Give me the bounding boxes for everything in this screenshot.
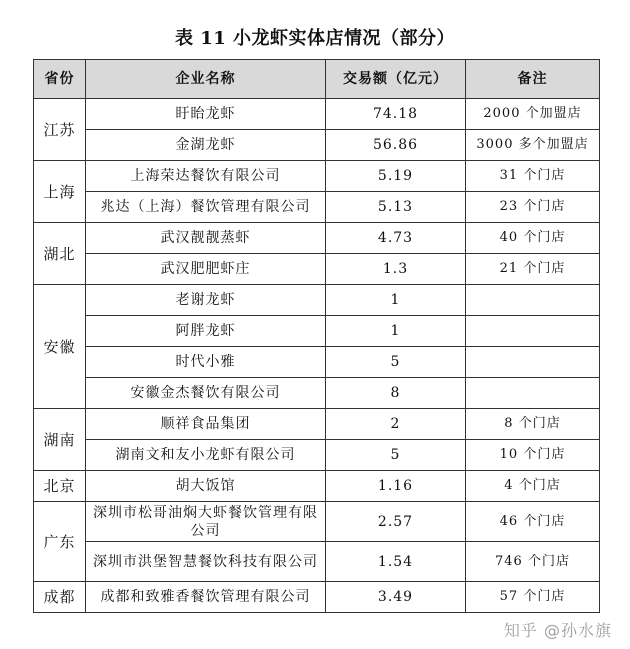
crayfish-store-table (33, 59, 600, 613)
company-cell: 深圳市洪堡智慧餐饮科技有限公司 (86, 542, 326, 582)
note-cell: 4 个门店 (466, 471, 600, 502)
table-row (34, 285, 600, 316)
note-cell: 31 个门店 (466, 161, 600, 192)
province-cell: 安徽 (34, 285, 86, 409)
table-row (34, 502, 600, 542)
company-cell: 顺祥食品集团 (86, 409, 326, 440)
table-row (34, 316, 600, 347)
volume-cell: 2.57 (326, 502, 466, 542)
table-row (34, 99, 600, 130)
volume-cell: 1.54 (326, 542, 466, 582)
province-cell: 上海 (34, 161, 86, 223)
company-cell: 时代小雅 (86, 347, 326, 378)
company-cell: 深圳市松哥油焖大虾餐饮管理有限公司 (86, 502, 326, 542)
volume-cell: 3.49 (326, 582, 466, 613)
province-cell: 北京 (34, 471, 86, 502)
table-row (34, 582, 600, 613)
volume-cell: 1.16 (326, 471, 466, 502)
volume-cell: 8 (326, 378, 466, 409)
table-row (34, 161, 600, 192)
company-cell: 成都和致雅香餐饮管理有限公司 (86, 582, 326, 613)
company-cell: 湖南文和友小龙虾有限公司 (86, 440, 326, 471)
note-cell: 21 个门店 (466, 254, 600, 285)
header-row (34, 60, 600, 99)
volume-cell: 4.73 (326, 223, 466, 254)
header-province: 省份 (34, 60, 86, 99)
company-cell: 胡大饭馆 (86, 471, 326, 502)
note-cell: 40 个门店 (466, 223, 600, 254)
note-cell: 8 个门店 (466, 409, 600, 440)
company-cell: 金湖龙虾 (86, 130, 326, 161)
company-cell: 武汉肥肥虾庄 (86, 254, 326, 285)
volume-cell: 1 (326, 316, 466, 347)
province-cell: 江苏 (34, 99, 86, 161)
note-cell (466, 285, 600, 316)
volume-cell: 56.86 (326, 130, 466, 161)
table-row (34, 254, 600, 285)
header-note: 备注 (466, 60, 600, 99)
note-cell: 10 个门店 (466, 440, 600, 471)
table-row (34, 542, 600, 582)
company-cell: 武汉靓靓蒸虾 (86, 223, 326, 254)
note-cell: 746 个门店 (466, 542, 600, 582)
note-cell (466, 347, 600, 378)
header-volume: 交易额（亿元） (326, 60, 466, 99)
volume-cell: 2 (326, 409, 466, 440)
volume-cell: 5 (326, 440, 466, 471)
volume-cell: 5.13 (326, 192, 466, 223)
note-cell (466, 316, 600, 347)
company-cell: 上海荣达餐饮有限公司 (86, 161, 326, 192)
note-cell: 2000 个加盟店 (466, 99, 600, 130)
company-cell: 兆达（上海）餐饮管理有限公司 (86, 192, 326, 223)
province-cell: 湖北 (34, 223, 86, 285)
volume-cell: 74.18 (326, 99, 466, 130)
table-row (34, 223, 600, 254)
note-cell: 3000 多个加盟店 (466, 130, 600, 161)
header-company: 企业名称 (86, 60, 326, 99)
volume-cell: 5 (326, 347, 466, 378)
table-body (34, 99, 600, 613)
company-cell: 安徽金杰餐饮有限公司 (86, 378, 326, 409)
watermark: 知乎 @孙水旗 (503, 621, 612, 640)
table-row (34, 409, 600, 440)
note-cell (466, 378, 600, 409)
province-cell: 湖南 (34, 409, 86, 471)
table-row (34, 471, 600, 502)
note-cell: 46 个门店 (466, 502, 600, 542)
table-row (34, 378, 600, 409)
volume-cell: 5.19 (326, 161, 466, 192)
note-cell: 57 个门店 (466, 582, 600, 613)
table-title: 表 11 小龙虾实体店情况（部分） (174, 28, 456, 49)
table-row (34, 347, 600, 378)
volume-cell: 1 (326, 285, 466, 316)
company-cell: 老谢龙虾 (86, 285, 326, 316)
table-row (34, 192, 600, 223)
table-row (34, 130, 600, 161)
table-row (34, 440, 600, 471)
company-cell: 盱眙龙虾 (86, 99, 326, 130)
province-cell: 广东 (34, 502, 86, 582)
province-cell: 成都 (34, 582, 86, 613)
volume-cell: 1.3 (326, 254, 466, 285)
note-cell: 23 个门店 (466, 192, 600, 223)
company-cell: 阿胖龙虾 (86, 316, 326, 347)
